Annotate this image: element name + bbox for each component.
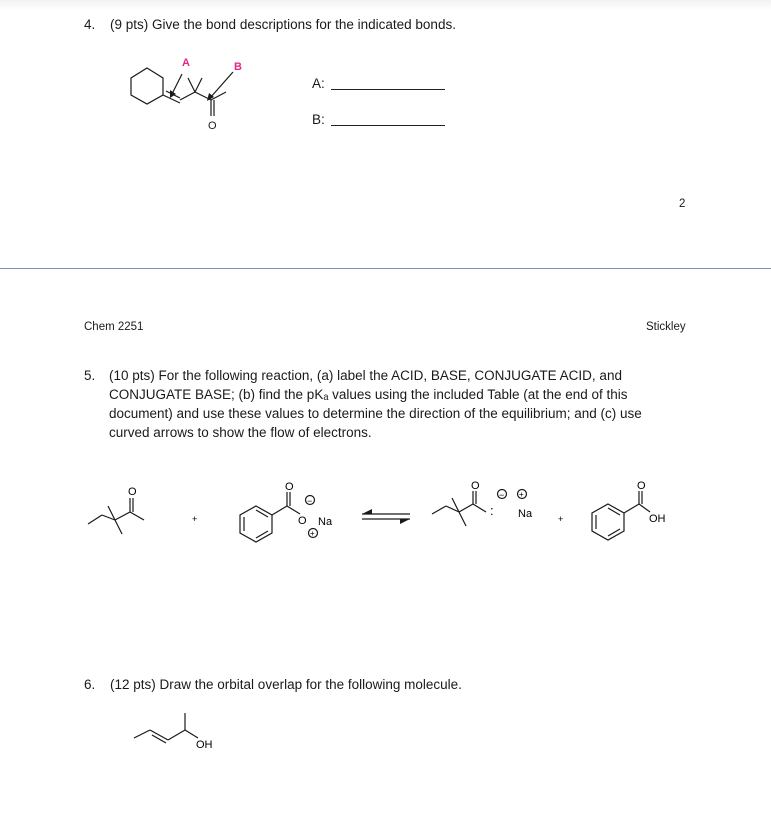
product-carbonyl-oxygen: O xyxy=(471,480,480,492)
question-5-line: document) and use these values to determine the direction of the equilibrium; and (c) use xyxy=(109,406,642,421)
label-a: A xyxy=(182,57,190,69)
sodium-label: Na xyxy=(518,508,533,520)
question-4 xyxy=(84,15,456,34)
label-b: B xyxy=(234,61,242,73)
product-carbanion xyxy=(432,491,486,526)
benzoate-carbonyl-oxygen: O xyxy=(285,481,294,493)
methyl-bond-2 xyxy=(195,78,202,92)
hydroxyl-label: OH xyxy=(649,513,666,525)
terminal-methyl-bond xyxy=(211,92,226,100)
question-4-number: 4. xyxy=(84,17,96,32)
q6-molecule xyxy=(130,708,240,754)
alcohol-bond xyxy=(185,730,198,738)
plus-sign: + xyxy=(310,529,315,538)
blank-a-line[interactable] xyxy=(331,89,445,90)
minus-sign: − xyxy=(307,496,313,506)
blank-b-line[interactable] xyxy=(331,125,445,126)
ketone-oxygen: O xyxy=(128,486,137,498)
page-top-shadow xyxy=(0,0,771,10)
course-header: Chem 2251 xyxy=(84,321,144,333)
question-5-line: curved arrows to show the flow of electrons. xyxy=(109,425,372,440)
reverse-arrow-head xyxy=(362,509,372,514)
question-6 xyxy=(84,675,462,694)
q4-molecule xyxy=(120,52,250,136)
reactant-ketone xyxy=(88,498,144,534)
question-4-text: (9 pts) Give the bond descriptions for the indicated bonds. xyxy=(110,17,456,32)
question-5-line: (10 pts) For the following reaction, (a) label the ACID, BASE, CONJUGATE ACID, and xyxy=(109,368,622,383)
product-benzoic-acid xyxy=(592,491,650,540)
plus-sign: + xyxy=(519,490,524,499)
question-6-number: 6. xyxy=(84,677,96,692)
page-number: 2 xyxy=(679,198,686,210)
chain-bond xyxy=(168,730,185,740)
q5-reaction-scheme xyxy=(80,478,700,558)
blank-a-label: A: xyxy=(312,76,325,91)
chain-bond-1 xyxy=(180,92,195,100)
minus-sign: − xyxy=(499,490,505,500)
question-5-number: 5. xyxy=(84,368,96,383)
reactant-benzoate xyxy=(240,492,300,542)
lone-pair: : xyxy=(490,503,494,518)
author-header: Stickley xyxy=(646,321,686,333)
question-6-text: (12 pts) Draw the orbital overlap for the following molecule. xyxy=(110,677,462,692)
methyl-bond-1 xyxy=(188,78,195,92)
cyclohexane-ring xyxy=(131,68,163,104)
terminal-bond xyxy=(134,730,150,738)
blank-b-label: B: xyxy=(312,112,325,127)
acid-carbonyl-oxygen: O xyxy=(637,480,646,492)
question-5-line: CONJUGATE BASE; (b) find the pKₐ values using the included Table (at the end of this xyxy=(109,387,628,402)
carbonyl-oxygen: O xyxy=(208,120,217,132)
arrow-a xyxy=(172,74,182,94)
question-5-text xyxy=(109,366,704,442)
forward-arrow-head xyxy=(400,519,410,524)
question-5 xyxy=(84,366,704,442)
equilibrium-arrow xyxy=(362,514,410,519)
alkene-double-line xyxy=(152,735,166,743)
hydroxyl-label: OH xyxy=(196,739,213,751)
plus-sign: + xyxy=(192,514,198,524)
sodium-label: Na xyxy=(318,516,333,528)
page-divider xyxy=(0,268,771,269)
plus-sign: + xyxy=(558,514,564,524)
benzoate-anion-oxygen: O xyxy=(298,515,307,527)
